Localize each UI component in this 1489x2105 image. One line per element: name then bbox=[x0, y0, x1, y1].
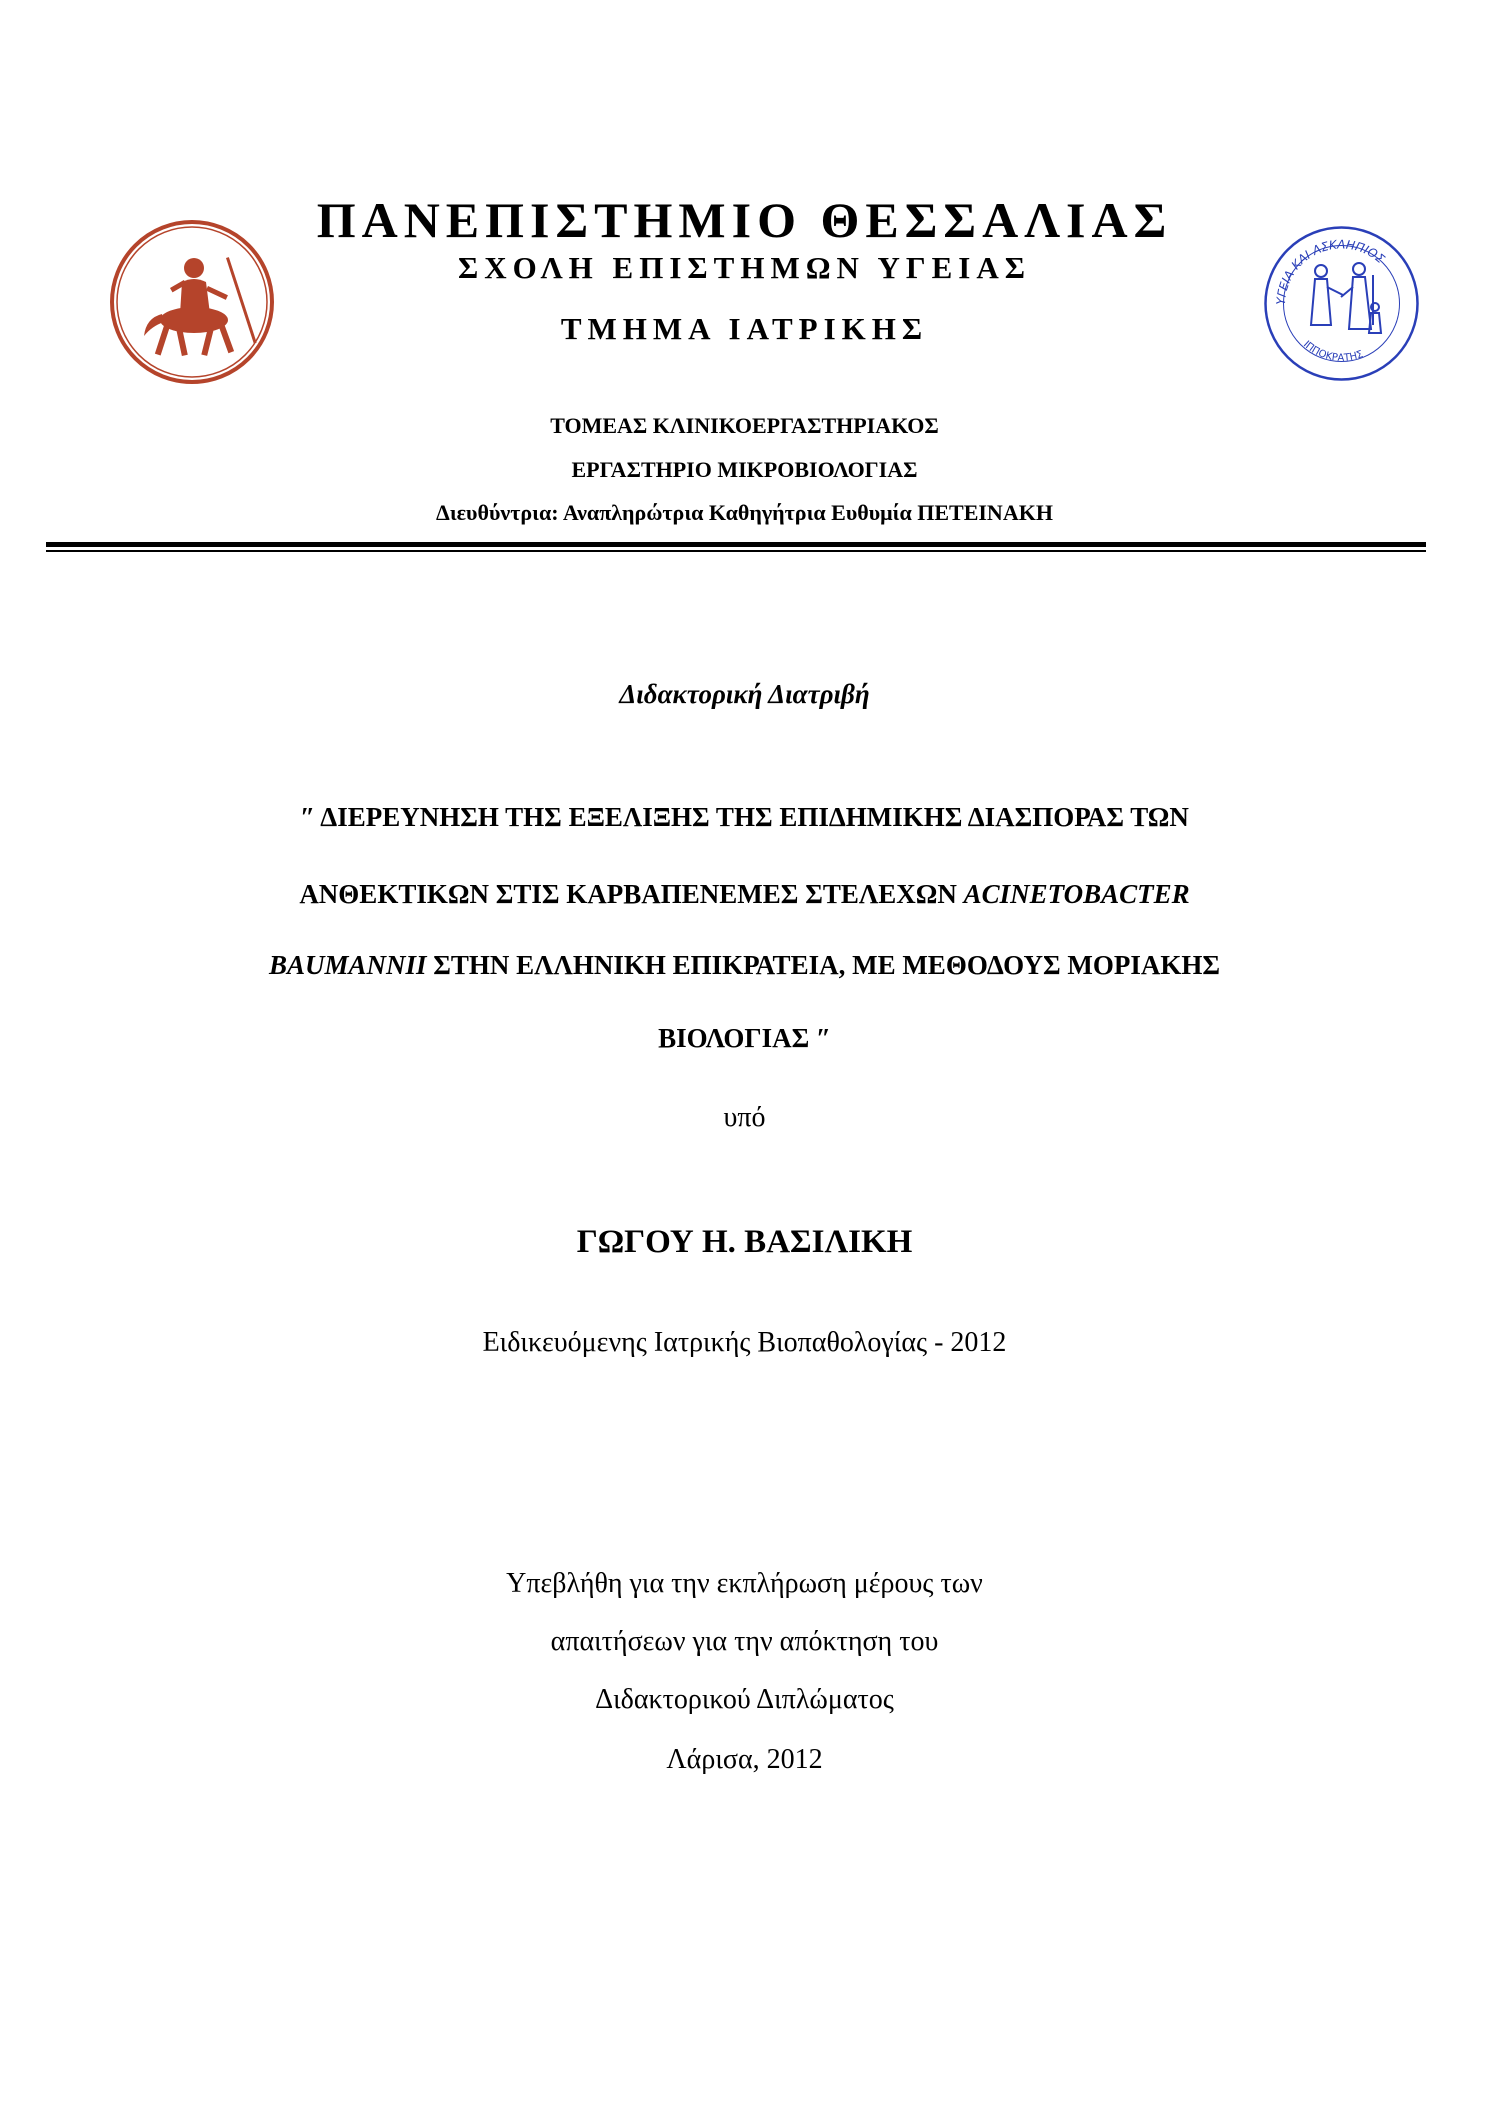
document-type: Διδακτορική Διατριβή bbox=[619, 679, 870, 709]
seal-text-top: ΥΓΕΙΑ ΚΑΙ ΑΣΚΛΗΠΙΟΣ bbox=[1273, 237, 1388, 306]
thesis-title-line-2 bbox=[0, 877, 1489, 911]
species-name-genus: ACINETOBACTER bbox=[963, 879, 1190, 909]
species-name-epithet: BAUMANNII bbox=[268, 950, 427, 980]
medical-school-seal bbox=[1263, 225, 1420, 382]
seal-icon bbox=[1263, 225, 1420, 382]
department-name: ΤΜΗΜΑ ΙΑΤΡΙΚΗΣ bbox=[560, 311, 929, 346]
thesis-title-line-1: ″ ΔΙΕΡΕΥΝΗΣΗ ΤΗΣ ΕΞΕΛΙΞΗΣ ΤΗΣ ΕΠΙΔΗΜΙΚΗΣ ΔΙΑΣΠΟΡΑΣ ΤΩΝ bbox=[300, 802, 1189, 832]
director-line: Διευθύντρια: Αναπληρώτρια Καθηγήτρια Ευθυμία ΠΕΤΕΙΝΑΚΗ bbox=[436, 500, 1053, 525]
title-text: ΑΝΘΕΚΤΙΚΩΝ ΣΤΙΣ ΚΑΡΒΑΠΕΝΕΜΕΣ ΣΤΕΛΕΧΩΝ bbox=[299, 879, 964, 909]
submission-line-3: Διδακτορικού Διπλώματος bbox=[595, 1684, 894, 1715]
author-name: ΓΩΓΟΥ Η. ΒΑΣΙΛΙΚΗ bbox=[576, 1224, 913, 1260]
header-divider-thin bbox=[46, 550, 1426, 552]
seal-text-bottom: ΙΠΠΟΚΡΑΤΗΣ bbox=[1300, 339, 1365, 364]
sector-name: ΤΟΜΕΑΣ ΚΛΙΝΙΚΟΕΡΓΑΣΤΗΡΙΑΚΟΣ bbox=[550, 413, 939, 438]
submission-line-2: απαιτήσεων για την απόκτηση του bbox=[550, 1626, 939, 1657]
thesis-title-line-3 bbox=[0, 948, 1489, 982]
by-label: υπό bbox=[723, 1102, 766, 1133]
university-name: ΠΑΝΕΠΙΣΤΗΜΙΟ ΘΕΣΣΑΛΙΑΣ bbox=[316, 192, 1173, 248]
author-specialty: Ειδικευόμενης Ιατρικής Βιοπαθολογίας - 2012 bbox=[482, 1327, 1007, 1358]
laboratory-name: ΕΡΓΑΣΤΗΡΙΟ ΜΙΚΡΟΒΙΟΛΟΓΙΑΣ bbox=[571, 457, 918, 482]
submission-line-1: Υπεβλήθη για την εκπλήρωση μέρους των bbox=[506, 1568, 983, 1599]
title-text: ΣΤΗΝ ΕΛΛΗΝΙΚΗ ΕΠΙΚΡΑΤΕΙΑ, ΜΕ ΜΕΘΟΔΟΥΣ ΜΟΡΙΑΚΗΣ bbox=[426, 950, 1221, 980]
thesis-title-line-4: ΒΙΟΛΟΓΙΑΣ ″ bbox=[658, 1023, 831, 1053]
place-and-date: Λάρισα, 2012 bbox=[666, 1744, 823, 1775]
header-divider-thick bbox=[46, 542, 1426, 547]
school-name: ΣΧΟΛΗ ΕΠΙΣΤΗΜΩΝ ΥΓΕΙΑΣ bbox=[457, 250, 1032, 285]
